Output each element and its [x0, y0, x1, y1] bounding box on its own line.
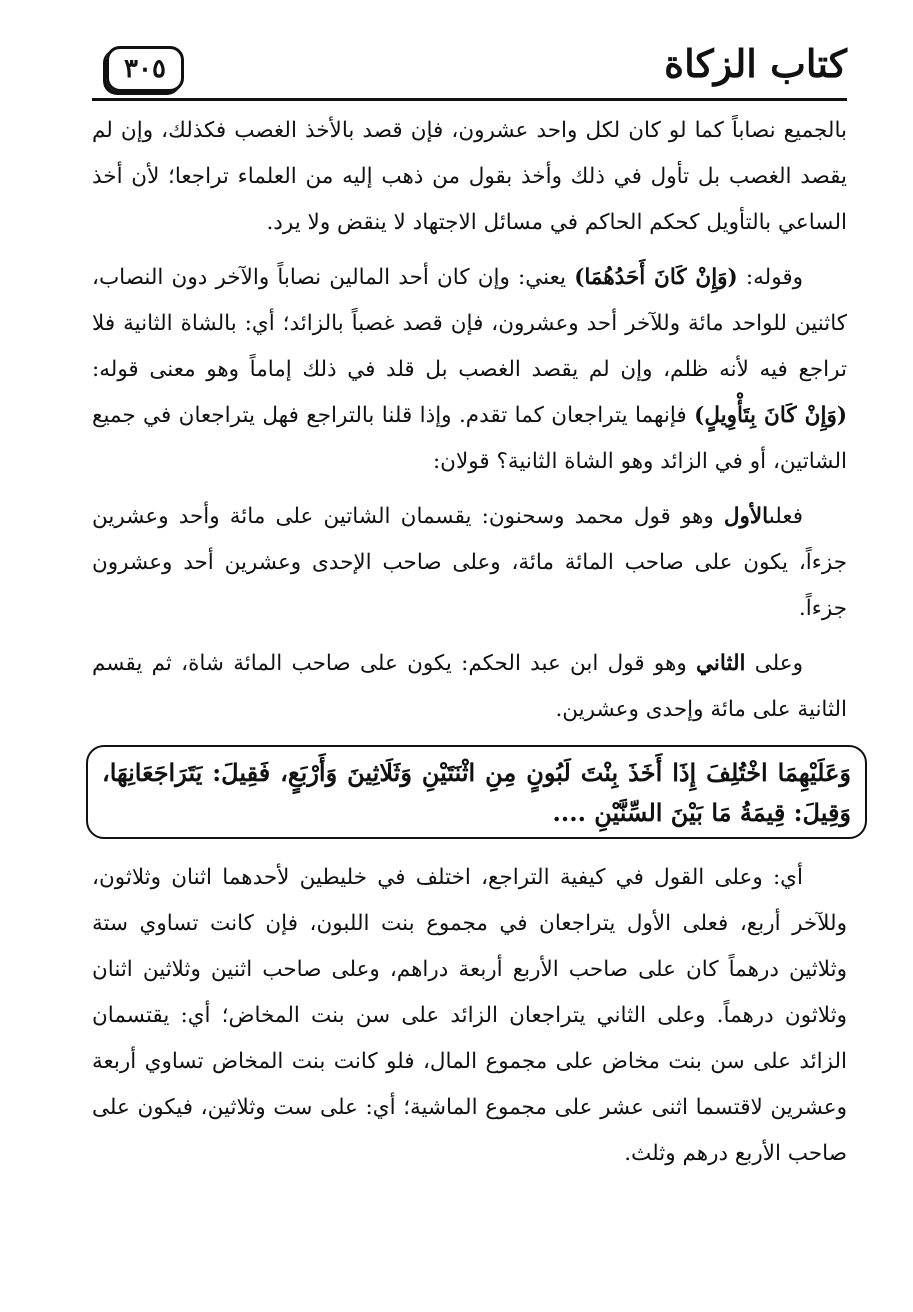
paragraph-3-intro: فعلى [768, 504, 803, 529]
page-number-box [106, 46, 184, 92]
quoted-matn-1: (وَإِنْ كَانَ أَحَدُهُمَا) [574, 265, 738, 290]
book-title: كتاب الزكاة [664, 41, 847, 86]
paragraph-1: بالجميع نصاباً كما لو كان لكل واحد عشرون، فإن قصد بالأخذ الغصب فكذلك، وإن لم يقصد الغصب بل تأول في ذلك وأخذ بقول من ذهب إليه من العلماء تراجعا؛ لأن أخذ الساعي بالتأويل كحكم الحاكم في مسائل الاجتهاد لا ينقض ولا يرد. [92, 118, 847, 235]
matn-text: وَعَلَيْهِمَا اخْتُلِفَ إِذَا أَخَذَ بِنْتَ لَبُونٍ مِنِ اثْنَتَيْنِ وَثَلَاثِينَ وَأَرْبَعٍ، فَقِيلَ: يَتَرَاجَعَانِهَا، وَقِيلَ: قِيمَةُ مَا بَيْنَ السِّنَّيْنِ .... [102, 758, 852, 827]
quoted-matn-2: (وَإِنْ كَانَ بِتَأْوِيلٍ) [694, 403, 847, 428]
paragraph-3 [92, 494, 847, 632]
page-header [92, 36, 847, 101]
paragraph-5: أي: وعلى القول في كيفية التراجع، اختلف في خليطين لأحدهما اثنان وثلاثون، وللآخر أربع، فعلى الأول يتراجعان في مجموع بنت اللبون، فإن كانت تساوي ستة وثلاثين درهماً كان على صاحب الأربع أربعة دراهم، وعلى صاحب اثنين وثلاثين اثنان وثلاثون درهماً. وعلى الثاني يتراجعان الزائد على سن بنت المخاض؛ أي: يقتسمان الزائد على سن بنت مخاض على مجموع المال، فلو كانت بنت المخاض تساوي أربعة وعشرين لاقتسما اثنى عشر على مجموع الماشية؛ أي: على ست وثلاثين، فيكون على صاحب الأربع درهم وثلث. [92, 865, 847, 1166]
matn-box [86, 745, 867, 839]
paragraph-2-intro: وقوله: [745, 265, 803, 290]
keyword-second-opinion: الثاني [696, 651, 746, 676]
keyword-first-opinion: الأول [723, 504, 769, 529]
paragraph-2-end: فإنهما يتراجعان كما تقدم. وإذا قلنا بالتراجع فهل يتراجعان في جميع الشاتين، أو في الزائد وهو الشاة الثانية؟ قولان: [92, 403, 847, 474]
paragraph-4-body: وهو قول ابن عبد الحكم: يكون على صاحب المائة شاة، ثم يقسم الثانية على مائة وإحدى وعشرين. [92, 651, 847, 722]
paragraph-2 [92, 255, 847, 485]
page-body [92, 108, 852, 1186]
page-number: ٣٠٥ [124, 54, 166, 84]
paragraph-3-body: وهو قول محمد وسحنون: يقسمان الشاتين على مائة وأحد وعشرين جزءاً، يكون على صاحب المائة مائة، وعلى صاحب الإحدى وعشرين أحد وعشرون جزءاً. [92, 504, 847, 621]
paragraph-4-intro: وعلى [754, 651, 803, 676]
paragraph-4 [92, 641, 847, 733]
paragraph-2-body: يعني: وإن كان أحد المالين نصاباً والآخر دون النصاب، كاثنين للواحد مائة وللآخر أحد وعشرون، فإن قصد غصباً بالزائد؛ أي: بالشاة الثانية فلا تراجع فيه لأنه ظلم، وإن لم يقصد الغصب بل قلد في ذلك إماماً وهو معنى قوله: [92, 265, 847, 382]
